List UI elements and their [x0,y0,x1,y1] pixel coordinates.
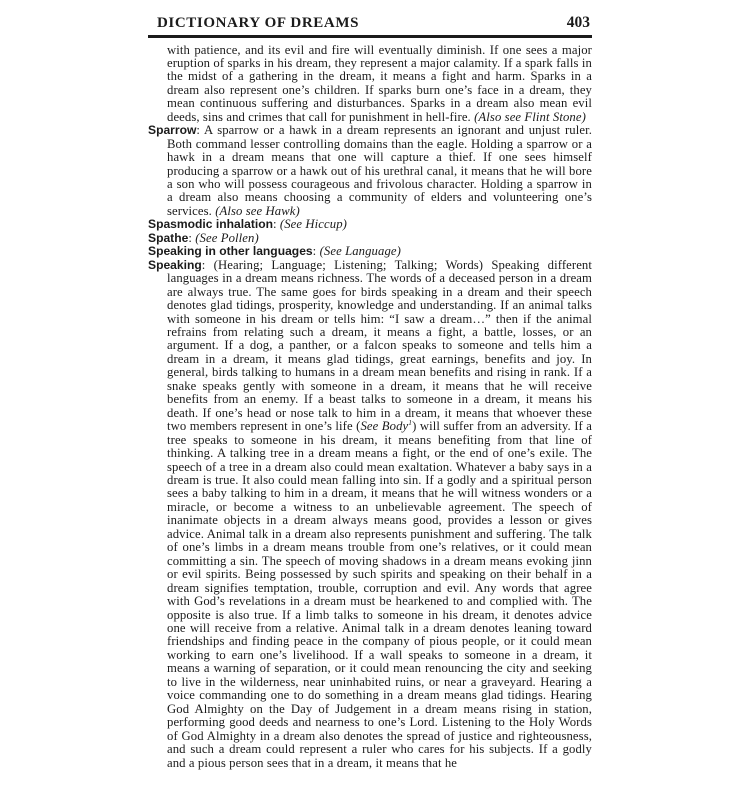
speaking-text-head: Speaking [148,257,202,272]
spathe-text-head: Spathe [148,230,189,245]
speaking-text-italic: See Body [360,419,409,434]
page-number: 403 [566,14,590,31]
speaking-in-other-languages-text-roman: : [312,244,320,259]
entry-spasmodic-inhalation [148,218,592,231]
dictionary-entries [148,44,592,770]
running-head-title: DICTIONARY OF DREAMS [157,15,360,31]
spasmodic-inhalation-text-italic: (See Hiccup) [279,217,347,232]
speaking-in-other-languages-text-head: Speaking in other languages [148,244,313,259]
spathe-text-italic: (See Pollen) [195,230,259,245]
entry-sparks-continuation [148,44,592,125]
page-header [148,14,592,32]
spasmodic-inhalation-text-roman: : [273,217,280,232]
sparrow-text-italic: (Also see Hawk) [215,203,300,218]
speaking-in-other-languages-text-italic: (See Language) [319,244,401,259]
spathe-text-roman: : [188,230,196,245]
entry-speaking [148,259,592,770]
sparrow-text-roman: : A sparrow or a hawk in a dream represents an ignorant and unjust ruler. Both command lesser controlling domains than the eagle. Holding a sparrow or a hawk in a dream means that one will capture a thief. If one sees himself producing a sparrow or a hawk out of his urethral canal, it means that he will bore a son who will possess courageous and frivolous character. Holding a sparrow in a dream also means choosing a community of elders and volunteering one’s services. [167,123,592,218]
header-rule [148,35,592,38]
entry-sparrow [148,124,592,218]
entry-spathe [148,232,592,245]
entry-speaking-in-other-languages [148,245,592,258]
sparrow-text-head: Sparrow [148,123,197,138]
speaking-text-roman: : (Hearing; Language; Listening; Talking; Words) Speaking different languages in a dream means richness. The words of a deceased person in a dream are always true. The same goes for birds speaking in a dream and their speech denotes glad tidings, prosperity, knowledge and understanding. If an animal talks with someone in his dream or tells him: “I saw a dream…” then if the animal refrains from relating such a dream, it means a fight, a battle, losses, or an argument. If a dog, a panther, or a falcon speaks to someone and tells him a dream in a dream, it means glad tidings, great earnings, benefits and joy. In general, birds talking to humans in a dream mean benefits and rising in rank. If a snake speaks gently with someone in a dream, it means that he will receive benefits from an enemy. If a beast talks to someone in a dream, it means his death. If one’s head or nose talk to him in a dream, it means that whoever these two members represent in one’s life ( [167,257,592,434]
sparks-continuation-text-italic: (Also see Flint Stone) [474,109,586,124]
speaking-text-roman: ) will suffer from an adversity. If a tree speaks to someone in his dream, it means benefiting from that line of thinking. A talking tree in a dream means a fight, or the end of one’s exile. The speech of a tree in a dream also could mean exaltation. Whatever a baby says in a dream is true. It also could mean falling into sin. If a godly and a spiritual person sees a baby talking to him in a dream, it means that he will witness wonders or a miracle, or become a witness to an unbelievable agreement. The speech of inanimate objects in a dream always means good, provides a lesson or gives advice. Animal talk in a dream also represents punishment and suffering. The talk of one’s limbs in a dream means trouble from one’s relatives, or it could mean committing a sin. The speech of moving shadows in a dream means evoking jinn or evil spirits. Being possessed by such spirits and speaking on their behalf in a dream signifies temptation, trouble, corruption and evil. Any words that agree with God’s revelations in a dream must be hearkened to and complied with. The opposite is also true. If a limb talks to someone in his dream, it denotes advice one will receive from a relative. Animal talk in a dream denotes leaning toward friendships and finding peace in the company of pious people, or it could mean working to earn one’s livelihood. If a wall speaks to someone in a dream, it means a warning of separation, or it could mean renouncing the city and seeking to live in the wilderness, near uninhabited ruins, or near a graveyard. Hearing a voice commanding one to do something in a dream means glad tidings. Hearing God Almighty on the Day of Judgement in a dream means rising in station, performing good deeds and nearness to one’s Lord. Listening to the Holy Words of God Almighty in a dream also denotes the spread of justice and righteousness, and such a dream could represent a ruler who cares for his subjects. If a godly and a pious person sees that in a dream, it means that he [167,419,593,770]
spasmodic-inhalation-text-head: Spasmodic inhalation [148,217,273,232]
speaking-text-sup: 1 [408,417,413,427]
sparks-continuation-text-roman: with patience, and its evil and fire will eventually diminish. If one sees a major eruption of sparks in his dream, they represent a major calamity. If a spark falls in the midst of a gathering in the dream, it means a fight and harm. Sparks in a dream also represent one’s children. If sparks burn one’s face in a dream, they mean continuous suffering and disturbances. Sparks in a dream also mean evil deeds, sins and crimes that call for punishment in hell-fire. [167,42,592,124]
